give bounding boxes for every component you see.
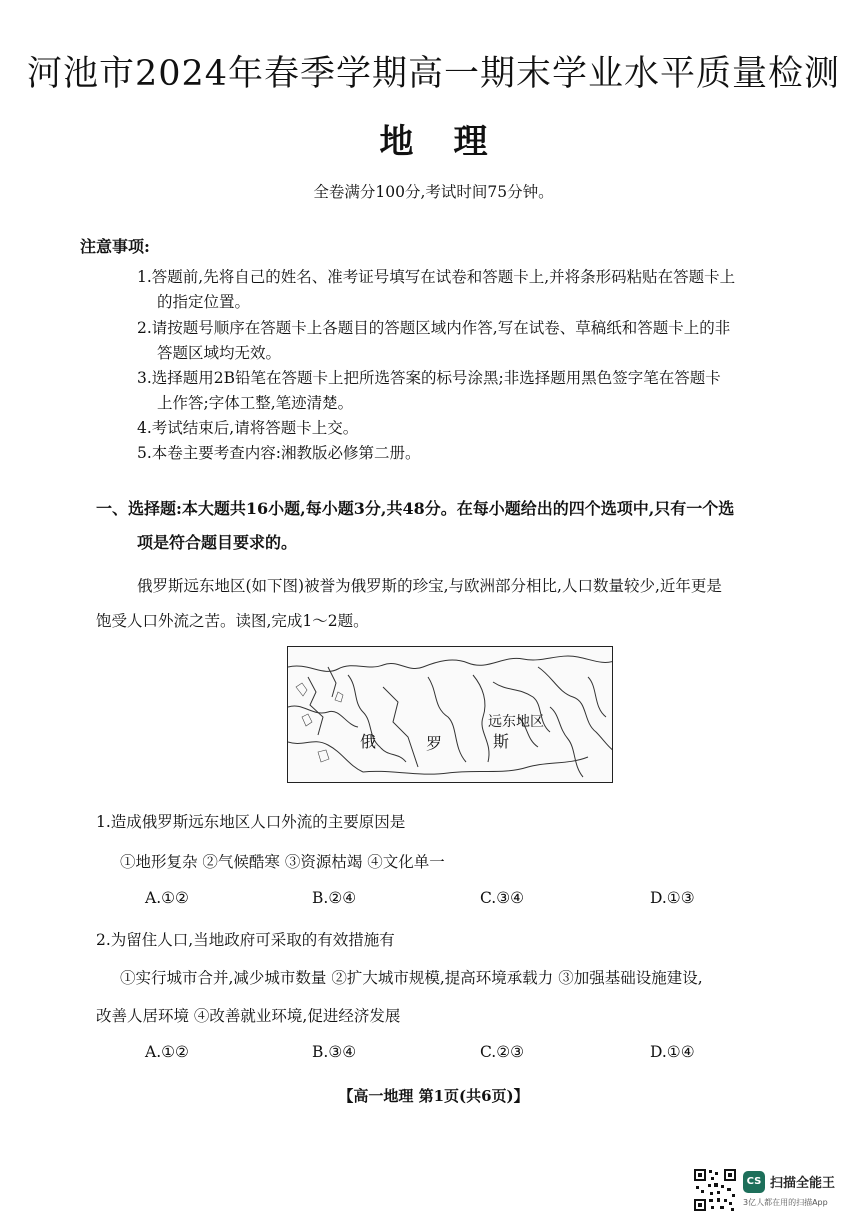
scanner-brand-name: 扫描全能王 [770,1176,836,1191]
map-label-si: 斯 [493,732,510,751]
russia-map-drawing [288,647,613,783]
q2-option-a: A.①② [145,1043,189,1061]
section-heading: 一、选择题:本大题共16小题,每小题3分,共48分。在每小题给出的四个选项中,只有一个选 [96,499,735,518]
q2-option-b: B.③④ [312,1043,357,1061]
exam-title: 河池市2024年春季学期高一期末学业水平质量检测 [26,54,841,94]
q2-option-c: C.②③ [480,1043,525,1061]
qr-code-icon [693,1168,737,1212]
q1-option-a: A.①② [145,889,189,907]
score-time-line: 全卷满分100分,考试时间75分钟。 [313,183,554,201]
scanner-tagline: 3亿人都在用的扫描App [743,1198,828,1207]
notice-line: 1.答题前,先将自己的姓名、准考证号填写在试卷和答题卡上,并将条形码粘贴在答题卡上 [137,268,736,286]
section-heading-cont: 项是符合题目要求的。 [137,533,298,552]
page-footer: 【高一地理 第1页(共6页)】 [338,1087,529,1105]
map-label-far-east: 远东地区 [488,714,544,730]
map-label-e: 俄 [360,732,377,751]
q1-stem: 1.造成俄罗斯远东地区人口外流的主要原因是 [96,813,406,831]
notice-line: 5.本卷主要考查内容:湘教版必修第二册。 [137,444,421,462]
notice-line: 答题区域均无效。 [157,344,282,362]
notice-line: 上作答;字体工整,笔迹清楚。 [157,394,354,412]
q1-items: ①地形复杂 ②气候酷寒 ③资源枯竭 ④文化单一 [120,853,445,871]
russia-map [287,646,613,783]
passage-line: 饱受人口外流之苦。读图,完成1～2题。 [96,612,369,630]
q1-option-d: D.①③ [650,889,695,907]
scanner-logo-icon: CS [743,1171,765,1193]
notice-line: 4.考试结束后,请将答题卡上交。 [137,419,359,437]
q1-option-c: C.③④ [480,889,525,907]
q1-option-b: B.②④ [312,889,357,907]
subject-title: 地理 [379,122,528,162]
passage-line: 俄罗斯远东地区(如下图)被誉为俄罗斯的珍宝,与欧洲部分相比,人口数量较少,近年更是 [137,577,722,595]
notice-line: 的指定位置。 [157,293,251,311]
q2-items-line2: 改善人居环境 ④改善就业环境,促进经济发展 [96,1007,401,1025]
notice-line: 3.选择题用2B铅笔在答题卡上把所选答案的标号涂黑;非选择题用黑色签字笔在答题卡 [137,369,721,387]
q2-option-d: D.①④ [650,1043,695,1061]
q2-stem: 2.为留住人口,当地政府可采取的有效措施有 [96,931,395,949]
notice-title: 注意事项: [80,237,150,256]
q2-items-line1: ①实行城市合并,减少城市数量 ②扩大城市规模,提高环境承载力 ③加强基础设施建设, [120,969,703,987]
map-label-luo: 罗 [426,734,443,753]
notice-line: 2.请按题号顺序在答题卡上各题目的答题区域内作答,写在试卷、草稿纸和答题卡上的非 [137,319,731,337]
